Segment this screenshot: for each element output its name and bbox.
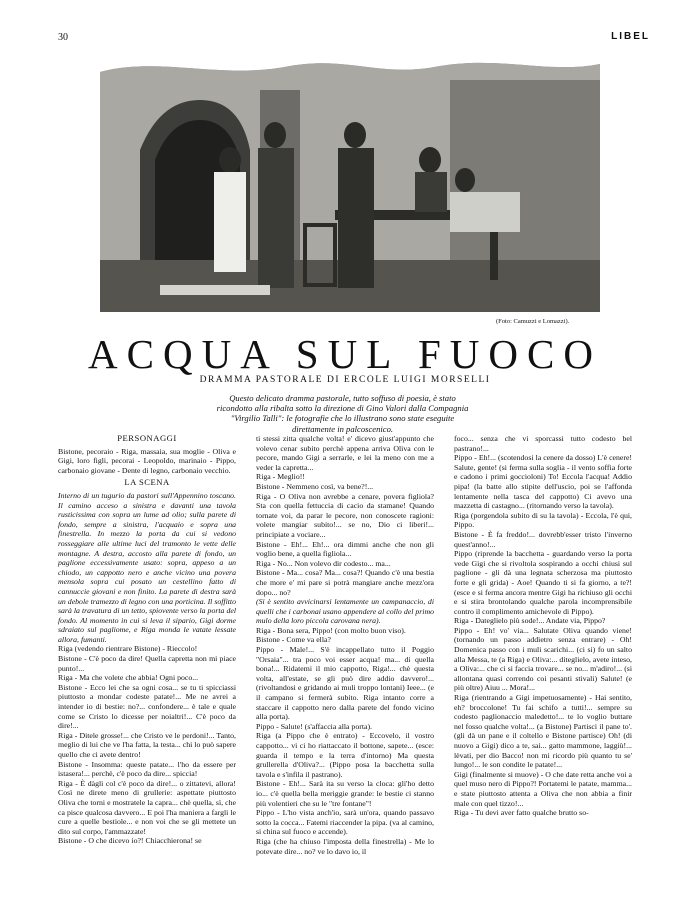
- dialogue-line: Riga - O Oliva non avrebbe a cenare, povera figliola? Sta con quella fettuccia di cacio da stamane! Quando tornate voi, da parar le pecore, non conoscete ragioni: volete mangiar subito!... se no, Dio ci liberi!... principiate a vociare...: [256, 491, 434, 539]
- dialogue-line: Riga - No... Non volevo dir codesto... ma...: [256, 558, 391, 568]
- dialogue-line: Gigi (finalmente si muove) - O che date retta anche voi a quel muso nero di Pippo?! Portatemi le patate, mamma... e state piuttosto attenta a Oliva che non abbia a finir male con quel tizzo!...: [454, 769, 632, 808]
- scene-description: Interno di un tugurio da pastori sull'Appennino toscano. Il camino acceso a sinistra e davanti una tavola rusticissima con sopra un lume ad olio; sulla parete di fondo, sempre a sinistra, l'acquaio e sopra una finestrella. In mezzo la porta da cui si vedono rosseggiare alle ultime luci del tramonto le vette delle montagne. A destra, accosto alla parete di fondo, un paglione eccessivamente usato: sopra, appeso a un chiodo, un cappotto nero e anche vicino una povera mensola sopra cui posato un cestellino fatto di cannuccie giovani e non finito. La parete di destra sarà un debole tramezzo di legno con una porticina. Il soffitto sarà la travatura di un tetto, spiovente verso la porta del fondo. Al momento in cui si leva il sipario, Gigi dorme sdraiato sul pagliome, e Riga monda le vatate lessate allora, fumanti.: [58, 490, 236, 644]
- text-column-2: [256, 434, 434, 856]
- dialogue-line: Pippo - Eh!... (scotendosi la cenere da dosso) L'è cenere! Salute, gente! (si ferma sulla soglia - il vento soffia forte e cadono i primi goccioloni) To! Eccola l'acqua! Addio pipa! (la batte allo stipite dell'uscio, poi se l'affonda lentamente nella tasca del cappotto) Ci avevo una mazzetta di castagno... (ritornando verso la tavola).: [454, 453, 632, 511]
- article-intro: Questo delicato dramma pastorale, tutto soffuso di poesia, è stato ricondotto alla ribalta sotto la direzione di Gino Valori dalla Compagnia "Virgilio Talli": le fotografie che lo illustrano sono state eseguite direttamente in palcoscenico.: [216, 393, 469, 434]
- dialogue-line: Bistone - Eh!... Eh!... ora dimmi anche che non gli voglio bene, a quella figliola...: [256, 539, 434, 559]
- section-heading-characters: PERSONAGGI: [117, 433, 177, 443]
- dialogue-line: Bistone - Nemmeno così, va bene?!...: [256, 481, 374, 491]
- dialogue-line: Bistone - Ecco lei che sa ogni cosa... se tu ti spicciassi piuttosto a mondar codeste patate!... Me ne avrei a intender io di bestie: no?... confondere... è tale e quale come se Cristo lo dicesse per noialtri!... C'è poco da dire!...: [58, 682, 236, 731]
- dialogue-line: Pippo - L'ho vista anch'io, sarà un'ora, quando passavo sotto la cocca... Fatemi riaccender la pipa. (va al camino, si china sul fuoco e accende).: [256, 808, 434, 837]
- dialogue-line: Riga (porgendola subito di su la tavola) - Eccola, l'è qui, Pippo.: [454, 510, 632, 530]
- dialogue-line: Bistone - C'è poco da dire! Quella capretta non mi piace punto!...: [58, 654, 236, 673]
- dialogue-line: Bistone - O che dicevo io?! Chiacchierona! se: [58, 836, 202, 846]
- dialogue-line: foco... senza che vi sporcassi tutto codesto bel pastrano!...: [454, 434, 632, 453]
- dialogue-line: Bistone - È fa freddo!... dovrebb'esser tristo l'inverno quest'anno!...: [454, 529, 632, 549]
- dialogue-line: Bistone - Ma... cosa? Ma... cosa?! Quando c'è una bestia che more e' mi pare si potrà mangiare anche mezz'ora dopo... no?: [256, 568, 434, 597]
- dialogue-line: Pippo - Male!... S'è incappellato tutto il Poggio "Orsaia"... tra poco voi esser acqua! ma... di quella bona!... Ridatemi il mio cappotto, Riga!... chè questa volta, all'estate, se gli può dire addio davvero!... (rivoltandosi e gridando ai muli troppo lontani) Ieee... (e il campano si fermerà subito. Riga intanto corre a staccare il cappotto nero dalla parete del fondo vicino alla porta).: [256, 645, 434, 722]
- dialogue-line: Riga - Ma che volete che abbia! Ogni poco...: [58, 673, 199, 683]
- stage-direction: (Si è sentito avvicinarsi lentamente un campanaccio, di quelli che i carbonai usano appendere al collo del primo mulo della loro piccola carovana nera).: [256, 597, 434, 626]
- photo-credit: (Foto: Camuzzi e Lomazzi).: [496, 318, 570, 325]
- dialogue-line: Riga (rientrando a Gigi impetuosamente) - Hai sentito, eh? broccolone! Tu fai schifo a tutti!... sempre su codesto paglionaccio maledetto!... te lo voglio buttare nel fosso qualche volta!... (a Bistone) Partisci il pane to'. (gli dà un pane e il coltello e Bistone partisce) Oh! (di nuovo a Gigi) dico a te, sai... gatto mammone, laggiù!... lèvati, per dio Bacco! non mi ricordo più quanto tu se' lungo!... le son condite le patate!...: [454, 693, 632, 770]
- dialogue-line: Pippo (riprende la bacchetta - guardando verso la porta vede Gigi che si rivoltola sospirando a occhi chiusi sul paglione - gli dà una legnata scherzosa ma piuttosto forte e gli grida) - Aoe! Quando ti si fa giorno, a te?! (esce e si ferma ancora mentre Gigi ha richiuso gli occhi e si stira brontolando qualche parola incomprensibile contro il complimento amichevole di Pippo).: [454, 549, 632, 616]
- dialogue-line: Bistone - Come va ella?: [256, 635, 331, 645]
- dialogue-line: Riga - Meglio!!: [256, 472, 305, 482]
- dialogue-line: Riga - Tu devi aver fatto qualche brutto so-: [454, 808, 589, 818]
- dialogue-line: Riga - Ditele grosse!... che Cristo ve le perdoni!... Tanto, meglio di lui che ve l'ha fatta, la testa... chi lo può sapere quello che ci avete dentro!: [58, 730, 236, 759]
- dialogue-line: Bistone - Insomma: queste patate... l'ho da essere per istasera!... perchè, c'è poco da dire... spiccia!: [58, 759, 236, 779]
- dialogue-line: Riga (vedendo rientrare Bistone) - Rieccolo!: [58, 644, 198, 654]
- dialogue-line: Pippo - Salute! (s'affaccia alla porta).: [256, 721, 373, 731]
- dialogue-line: Pippo - Eh! vo' via... Salutate Oliva quando viene! (tornando un passo addietro senza entrare) - Oh! Domenica passo con i muli scarichi... (ci si) fo un salto alla Messa, te (a Riga) e Oliva:... diteglielo, avete inteso, a Oliva:... che ci si faccia trovare... se no... m'adiro!... (si allontana quasi correndo coi pesanti stivali) Salute! (e più oltre) Aiuu ... Mora!...: [454, 625, 632, 693]
- dialogue-line: Riga - Dateglielo più sode!... Andate via, Pippo?: [454, 616, 606, 626]
- dialogue-line: Riga - Bona sera, Pippo! (con molto buon viso).: [256, 625, 406, 635]
- dialogue-line: Riga (che ha chiuso l'imposta della finestrella) - Me lo potevate dire... no? ve lo davo io, il: [256, 836, 434, 856]
- article-subtitle: DRAMMA PASTORALE DI ERCOLE LUIGI MORSELLI: [199, 375, 491, 385]
- dialogue-line: Bistone - Eh!... Sarà ita su verso la cloca: gli'ho detto io... c'è quella bella meriggie grande: le bestie ci stanno più volentieri che su le "tre fontane"!: [256, 779, 434, 808]
- page-number: 30: [58, 32, 68, 43]
- magazine-name: LIBEL: [611, 31, 650, 42]
- dialogue-line: ti stessi zitta qualche volta! e' dicevo giust'appunto che volevo cenar subito perchè appena arriva Oliva con le pecore, mando Gigi a serrarle, e lei la meno con me a veder la capretta...: [256, 434, 434, 472]
- dialogue-line: Riga - È dàgli col c'è poco da dire!... o zittatevi, allora! Così ne direte meno di grullerie: aspettate piuttosto Oliva che torni e mostratele la capra... chè quella, sì, che ca pisce qualcosa davvero... E poi l'ha maniera a fargli le cure a quelle bestiole... e non voi che se gli mettete un dito sul corpo, l'ammazzate!: [58, 778, 236, 836]
- text-column-3: [454, 434, 632, 818]
- dialogue-line: Riga (a Pippo che è entrato) - Eccovelo, il vostro cappotto... vi ci ho riattaccato il bottone, sapete... (esce: guarda il tempo e la terra d'intorno) Ma questa grullerella d'Oliva?... (Pippo posa la bacchetta sulla tavola e s'infila il pastrano).: [256, 731, 434, 779]
- stage-photograph: [100, 60, 600, 312]
- cast-list: Bistone, pecoraio - Riga, massaia, sua moglie - Oliva e Gigi, loro figli, pecorai - Leopoldo, marinaio - Pippo, carbonaio giovane - Dente di legno, carbonaio vecchio.: [58, 446, 236, 475]
- text-column-1: [58, 434, 236, 846]
- article-title: ACQUA SUL FUOCO: [88, 331, 602, 377]
- section-heading-scene: LA SCENA: [124, 477, 170, 488]
